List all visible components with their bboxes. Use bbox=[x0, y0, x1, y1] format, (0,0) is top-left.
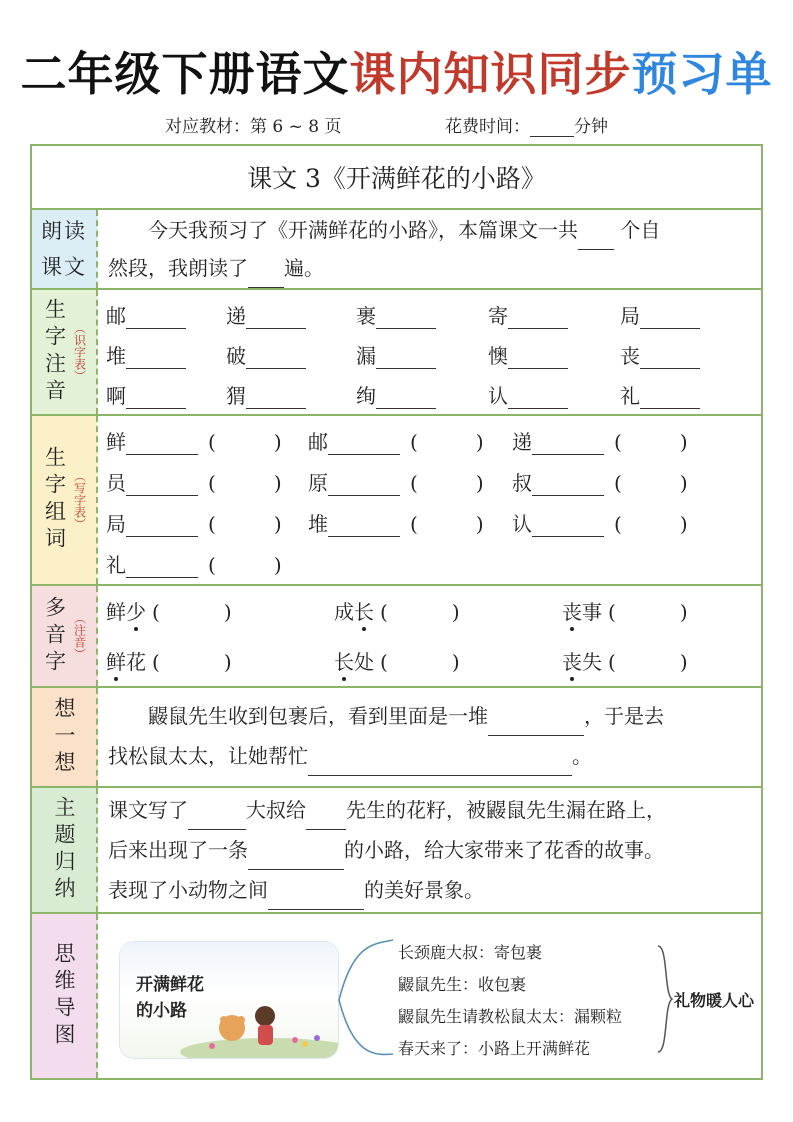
heap-blank[interactable] bbox=[488, 715, 584, 736]
pinyin-blank[interactable] bbox=[508, 388, 568, 409]
word-blank[interactable] bbox=[328, 516, 400, 537]
branch-2: 鼹鼠先生：收包裹 bbox=[398, 975, 527, 994]
pinyin-item bbox=[488, 380, 568, 409]
pinyin-char: 递 bbox=[226, 304, 246, 328]
pinyin-item bbox=[356, 380, 436, 409]
open-paren: ( bbox=[608, 600, 616, 624]
pinyin-blank[interactable] bbox=[246, 308, 306, 329]
word-item bbox=[512, 467, 688, 496]
poly-char-b: 花 bbox=[126, 650, 146, 674]
close-paren: ) bbox=[475, 430, 484, 454]
time-blank[interactable] bbox=[530, 119, 574, 137]
pinyin-row bbox=[32, 288, 761, 414]
scene-blank[interactable] bbox=[268, 889, 364, 910]
pinyin-blank[interactable] bbox=[508, 348, 568, 369]
polyphone-item bbox=[562, 646, 688, 675]
close-paren: ) bbox=[475, 471, 484, 495]
page-title bbox=[0, 38, 793, 104]
pinyin-char: 绚 bbox=[356, 384, 376, 408]
word-blank[interactable] bbox=[328, 434, 400, 455]
pinyin-char: 漏 bbox=[356, 344, 376, 368]
word-char: 堆 bbox=[308, 512, 328, 536]
word-item bbox=[106, 508, 282, 537]
think-row: 想一想 鼹鼠先生收到包裹后，看到里面是一堆 ，于是去 找松鼠太太，让她帮忙 。 bbox=[32, 686, 761, 786]
poly-char-b: 少 bbox=[126, 596, 146, 625]
pinyin-item bbox=[106, 380, 186, 409]
poly-char-b: 处 bbox=[354, 650, 374, 674]
open-paren: ( bbox=[608, 650, 616, 674]
mindmap-conclusion: 礼物暖人心 bbox=[674, 991, 755, 1010]
pinyin-blank[interactable] bbox=[126, 348, 186, 369]
words-label: 生字组词 （写字表） bbox=[32, 416, 98, 584]
poly-char-a: 鲜 bbox=[106, 646, 126, 675]
pinyin-blank[interactable] bbox=[376, 308, 436, 329]
words-row bbox=[32, 414, 761, 584]
pinyin-item bbox=[620, 380, 700, 409]
word-char: 鲜 bbox=[106, 430, 126, 454]
pinyin-char: 礼 bbox=[620, 384, 640, 408]
open-paren: ( bbox=[208, 430, 216, 454]
word-blank[interactable] bbox=[126, 516, 198, 537]
word-item bbox=[308, 467, 484, 496]
reading-text: 今天我预习了《开满鲜花的小路》，本篇课文一共 个自 bbox=[108, 210, 751, 250]
mister-blank[interactable] bbox=[306, 809, 346, 830]
read-times-blank[interactable] bbox=[248, 267, 284, 288]
pinyin-char: 丧 bbox=[620, 344, 640, 368]
theme-row: 主题归纳 课文写了 大叔给 先生的花籽，被鼹鼠先生漏在路上， 后来出现了一条 的小路，给大家带来了花香的故事。 表现了小动物之间 的美好景象。 bbox=[32, 786, 761, 912]
title-part2: 课内知识同步 bbox=[349, 47, 632, 101]
polyphone-label: 多音字 （注音） bbox=[32, 586, 98, 686]
open-paren: ( bbox=[208, 553, 216, 577]
pinyin-char: 堆 bbox=[106, 344, 126, 368]
pinyin-char: 懊 bbox=[488, 344, 508, 368]
pinyin-label: 生字注音 （识字表） bbox=[32, 290, 98, 414]
pinyin-blank[interactable] bbox=[246, 388, 306, 409]
polyphone-item bbox=[106, 596, 232, 625]
pinyin-item bbox=[226, 300, 306, 329]
pinyin-blank[interactable] bbox=[640, 388, 700, 409]
title-part3: 预习单 bbox=[631, 47, 773, 101]
word-item bbox=[106, 549, 282, 578]
close-paren: ) bbox=[475, 512, 484, 536]
pinyin-char: 寄 bbox=[488, 304, 508, 328]
word-item bbox=[512, 508, 688, 537]
word-blank[interactable] bbox=[532, 434, 604, 455]
word-char: 认 bbox=[512, 512, 532, 536]
uncle-blank[interactable] bbox=[188, 809, 246, 830]
close-paren: ) bbox=[273, 471, 282, 495]
open-paren: ( bbox=[380, 600, 388, 624]
pinyin-item bbox=[106, 300, 186, 329]
open-paren: ( bbox=[410, 471, 418, 495]
reading-row: 朗读课文 今天我预习了《开满鲜花的小路》，本篇课文一共 个自 然段，我朗读了 遍。 bbox=[32, 208, 761, 288]
pinyin-char: 破 bbox=[226, 344, 246, 368]
mindmap bbox=[98, 914, 761, 1078]
word-blank[interactable] bbox=[126, 434, 198, 455]
poly-char-b: 失 bbox=[582, 650, 602, 674]
open-paren: ( bbox=[614, 471, 622, 495]
pinyin-blank[interactable] bbox=[126, 308, 186, 329]
poly-char-a: 丧 bbox=[562, 646, 582, 675]
word-char: 局 bbox=[106, 512, 126, 536]
pinyin-grid bbox=[98, 290, 761, 414]
road-blank[interactable] bbox=[248, 849, 344, 870]
mindmap-row bbox=[32, 912, 761, 1078]
pinyin-blank[interactable] bbox=[640, 308, 700, 329]
pinyin-char: 局 bbox=[620, 304, 640, 328]
polyphone-row bbox=[32, 584, 761, 686]
pinyin-item bbox=[620, 340, 700, 369]
open-paren: ( bbox=[380, 650, 388, 674]
close-paren: ) bbox=[451, 650, 460, 674]
pinyin-item bbox=[106, 340, 186, 369]
pinyin-char: 裹 bbox=[356, 304, 376, 328]
word-char: 递 bbox=[512, 430, 532, 454]
word-char: 员 bbox=[106, 471, 126, 495]
time-spent bbox=[445, 112, 608, 137]
word-blank[interactable] bbox=[532, 475, 604, 496]
word-item bbox=[106, 467, 282, 496]
word-char: 邮 bbox=[308, 430, 328, 454]
branch-3: 鼹鼠先生请教松鼠太太：漏颗粒 bbox=[398, 1007, 623, 1026]
word-item bbox=[308, 426, 484, 455]
word-item bbox=[106, 426, 282, 455]
open-paren: ( bbox=[614, 512, 622, 536]
pinyin-item bbox=[620, 300, 700, 329]
textbook-pages: 对应教材：第 6 ~ 8 页 bbox=[165, 117, 342, 137]
pinyin-item bbox=[356, 340, 436, 369]
help-blank[interactable] bbox=[308, 755, 572, 776]
poly-char-a: 丧 bbox=[562, 596, 582, 625]
close-paren: ) bbox=[273, 512, 282, 536]
pinyin-item bbox=[226, 380, 306, 409]
time-unit: 分钟 bbox=[574, 117, 608, 137]
lesson-title: 课文 3《开满鲜花的小路》 bbox=[247, 164, 546, 193]
reading-label: 朗读课文 bbox=[32, 210, 98, 288]
open-paren: ( bbox=[208, 471, 216, 495]
branch-1: 长颈鹿大叔：寄包裹 bbox=[398, 943, 543, 962]
mindmap-center-card bbox=[120, 942, 338, 1058]
poly-char-b: 长 bbox=[354, 596, 374, 625]
pinyin-item bbox=[488, 340, 568, 369]
close-paren: ) bbox=[679, 471, 688, 495]
title-part1: 二年级下册语文 bbox=[20, 47, 350, 101]
word-char: 原 bbox=[308, 471, 328, 495]
polyphone-item bbox=[562, 596, 688, 625]
close-paren: ) bbox=[273, 553, 282, 577]
illustration-icon bbox=[120, 942, 338, 1058]
poly-char-a: 鲜 bbox=[106, 600, 126, 624]
pinyin-char: 认 bbox=[488, 384, 508, 408]
time-label: 花费时间： bbox=[445, 117, 530, 137]
open-paren: ( bbox=[152, 600, 160, 624]
open-paren: ( bbox=[614, 430, 622, 454]
word-blank[interactable] bbox=[532, 516, 604, 537]
close-paren: ) bbox=[223, 600, 232, 624]
word-char: 叔 bbox=[512, 471, 532, 495]
word-blank[interactable] bbox=[126, 557, 198, 578]
pinyin-blank[interactable] bbox=[640, 348, 700, 369]
pinyin-item bbox=[226, 340, 306, 369]
open-paren: ( bbox=[410, 512, 418, 536]
pinyin-blank[interactable] bbox=[126, 388, 186, 409]
brace-icon bbox=[656, 944, 676, 1054]
branch-4: 春天来了：小路上开满鲜花 bbox=[398, 1039, 591, 1058]
pinyin-blank[interactable] bbox=[508, 308, 568, 329]
pinyin-char: 猬 bbox=[226, 384, 246, 408]
paragraph-count-blank[interactable] bbox=[578, 229, 614, 250]
word-item bbox=[308, 508, 484, 537]
open-paren: ( bbox=[410, 430, 418, 454]
poly-char-a: 长 bbox=[334, 646, 354, 675]
open-paren: ( bbox=[208, 512, 216, 536]
pinyin-char: 啊 bbox=[106, 384, 126, 408]
pinyin-item bbox=[488, 300, 568, 329]
polyphone-item bbox=[334, 646, 460, 675]
word-char: 礼 bbox=[106, 553, 126, 577]
pinyin-blank[interactable] bbox=[246, 348, 306, 369]
close-paren: ) bbox=[679, 430, 688, 454]
word-blank[interactable] bbox=[126, 475, 198, 496]
worksheet-table bbox=[30, 144, 763, 1080]
open-paren: ( bbox=[152, 650, 160, 674]
poly-char-a: 成 bbox=[334, 600, 354, 624]
polyphone-grid bbox=[98, 586, 761, 686]
think-label: 想一想 bbox=[32, 688, 98, 786]
polyphone-item bbox=[106, 646, 232, 675]
theme-label: 主题归纳 bbox=[32, 788, 98, 912]
mindmap-label: 思维导图 bbox=[32, 914, 98, 1078]
close-paren: ) bbox=[679, 600, 688, 624]
poly-char-b: 事 bbox=[582, 600, 602, 624]
close-paren: ) bbox=[679, 650, 688, 674]
pinyin-item bbox=[356, 300, 436, 329]
mindmap-center-title: 开满鲜花 的小路 bbox=[136, 975, 204, 1021]
word-item bbox=[512, 426, 688, 455]
polyphone-item bbox=[334, 596, 460, 625]
pinyin-blank[interactable] bbox=[376, 388, 436, 409]
close-paren: ) bbox=[223, 650, 232, 674]
pinyin-char: 邮 bbox=[106, 304, 126, 328]
pinyin-blank[interactable] bbox=[376, 348, 436, 369]
close-paren: ) bbox=[679, 512, 688, 536]
word-blank[interactable] bbox=[328, 475, 400, 496]
close-paren: ) bbox=[451, 600, 460, 624]
words-grid bbox=[98, 416, 761, 584]
close-paren: ) bbox=[273, 430, 282, 454]
